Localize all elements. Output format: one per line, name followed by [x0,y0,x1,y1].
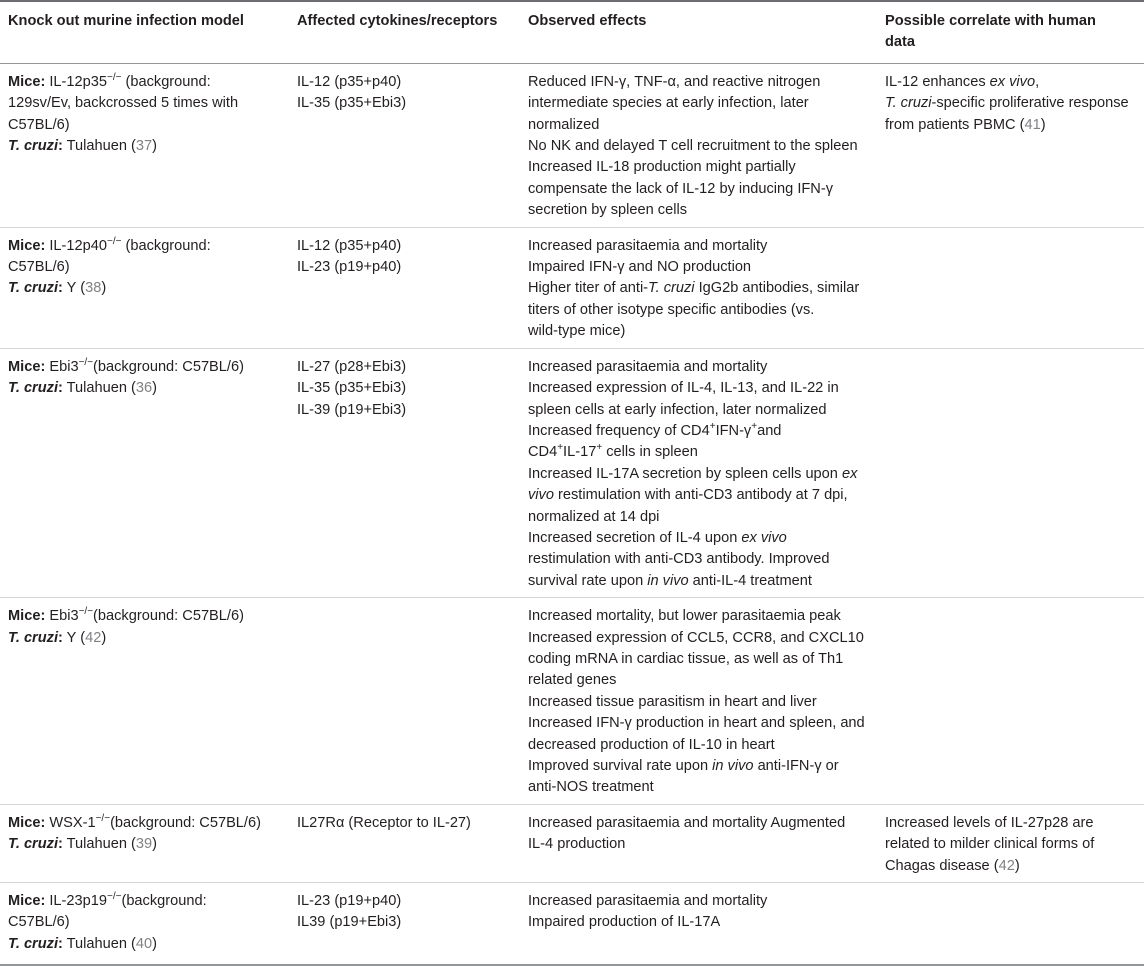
cell-cytokines-line: IL-27 (p28+Ebi3) [297,358,407,375]
cell-model [0,804,289,882]
cell-effects [520,348,877,597]
cell-effects-line: CD4+IL-17+ cells in spleen [528,442,698,461]
table-row [0,883,1144,966]
cell-effects-line: titers of other isotype specific antibodies (vs. [528,301,815,318]
cell-human-correlate-line: related to milder clinical forms of [885,836,1095,853]
cell-effects-line: Increased parasitaemia and mortality [528,237,768,254]
cell-human-correlate [877,598,1144,805]
cell-effects-line: anti-NOS treatment [528,779,654,796]
cell-effects-line: normalized at 14 dpi [528,508,660,525]
cell-model-line: Mice: IL-12p35−/− (background: [8,71,211,90]
cell-effects-line: Increased expression of IL-4, IL-13, and IL-22 in [528,380,839,397]
cell-effects-line: Reduced IFN-γ, TNF-α, and reactive nitrogen [528,73,821,90]
cell-human-correlate-line: Chagas disease (42) [885,857,1020,874]
header-text-line: Observed effects [528,13,647,29]
cell-human-correlate [877,883,1144,966]
cell-human-correlate [877,804,1144,882]
cell-effects-line: survival rate upon in vivo anti-IL-4 treatment [528,572,812,589]
cell-model-line: Mice: IL-23p19−/−(background: [8,891,207,910]
cell-effects-line: compensate the lack of IL-12 by inducing IFN-γ [528,180,834,197]
cell-effects-line: normalized [528,116,600,133]
cell-cytokines [289,227,520,348]
cell-effects-line: vivo restimulation with anti-CD3 antibody at 7 dpi, [528,487,848,504]
header-cytokines [289,1,520,63]
cell-model-line: T. cruzi: Y (42) [8,629,107,646]
cell-human-correlate-line: T. cruzi-specific proliferative response [885,95,1129,112]
cell-effects-line: decreased production of IL-10 in heart [528,736,775,753]
cell-cytokines-line: IL-23 (p19+p40) [297,893,402,910]
cell-model-line: T. cruzi: Tulahuen (36) [8,380,158,397]
cell-effects-line: secretion by spleen cells [528,202,687,219]
cell-human-correlate [877,348,1144,597]
cell-cytokines [289,598,520,805]
cell-human-correlate [877,63,1144,227]
cell-model-line: T. cruzi: Tulahuen (37) [8,138,158,155]
cell-cytokines [289,63,520,227]
cell-model-line: Mice: IL-12p40−/− (background: [8,235,211,254]
cell-effects-line: Increased secretion of IL-4 upon ex vivo [528,529,787,546]
table-row [0,804,1144,882]
cell-model [0,598,289,805]
header-row [0,1,1144,63]
cell-model [0,63,289,227]
cell-effects-line: restimulation with anti-CD3 antibody. Improved [528,551,830,568]
header-text-line: data [885,34,916,51]
cell-model-line: Mice: Ebi3−/−(background: C57BL/6) [8,356,244,375]
cell-effects-line: Improved survival rate upon in vivo anti-IFN-γ or [528,758,839,774]
cell-model-line: Mice: WSX-1−/−(background: C57BL/6) [8,812,261,831]
cell-effects [520,598,877,805]
cell-effects-line: IL-4 production [528,836,626,853]
cell-effects-line: Increased parasitaemia and mortality [528,893,768,910]
cell-effects [520,804,877,882]
cell-model-line: C57BL/6) [8,116,70,133]
cell-cytokines-line: IL39 (p19+Ebi3) [297,914,402,931]
cell-effects-line: intermediate species at early infection, later [528,95,809,112]
cell-model-line: C57BL/6) [8,914,70,931]
cell-effects-line: Increased frequency of CD4+IFN-γ+and [528,420,782,439]
cell-human-correlate-line: IL-12 enhances ex vivo, [885,73,1040,90]
cell-effects-line: Increased IL-17A secretion by spleen cells upon ex [528,465,858,482]
header-text-line: Possible correlate with human [885,13,1096,29]
cell-model-line: 129sv/Ev, backcrossed 5 times with [8,95,239,112]
cell-cytokines-line: IL-12 (p35+p40) [297,237,402,254]
cell-human-correlate [877,227,1144,348]
cell-cytokines-line: IL-12 (p35+p40) [297,73,402,90]
cell-effects-line: related genes [528,672,617,689]
table-body [0,63,1144,965]
cell-model-line: C57BL/6) [8,259,70,276]
table-header [0,1,1144,63]
cell-cytokines-line: IL-35 (p35+Ebi3) [297,95,407,112]
cell-effects-line: Impaired IFN-γ and NO production [528,259,752,276]
table-row [0,348,1144,597]
header-text-line: Affected cytokines/receptors [297,13,498,29]
cell-effects-line: Increased parasitaemia and mortality Augmented [528,814,846,831]
cell-model-line: T. cruzi: Tulahuen (39) [8,836,158,853]
cell-effects [520,883,877,966]
cell-effects-line: Impaired production of IL-17A [528,914,721,931]
cell-effects [520,63,877,227]
cell-model-line: T. cruzi: Tulahuen (40) [8,935,158,952]
header-effects [520,1,877,63]
cell-model [0,883,289,966]
table-row [0,63,1144,227]
cell-cytokines [289,348,520,597]
cell-model [0,348,289,597]
cell-effects-line: Increased tissue parasitism in heart and liver [528,693,817,710]
cell-cytokines-line: IL-39 (p19+Ebi3) [297,401,407,418]
cell-cytokines [289,883,520,966]
cell-effects-line: Increased parasitaemia and mortality [528,358,768,375]
cell-effects-line: Increased expression of CCL5, CCR8, and CXCL10 [528,629,864,646]
header-human [877,1,1144,63]
cell-human-correlate-line: Increased levels of IL-27p28 are [885,814,1094,831]
cell-cytokines-line: IL27Rα (Receptor to IL-27) [297,814,471,831]
cell-effects-line: Increased IL-18 production might partially [528,159,796,176]
cell-effects-line: Increased mortality, but lower parasitaemia peak [528,608,841,625]
header-model [0,1,289,63]
cell-effects-line: No NK and delayed T cell recruitment to the spleen [528,138,858,155]
cell-effects-line: spleen cells at early infection, later normalized [528,401,827,418]
table-row [0,598,1144,805]
cell-cytokines-line: IL-23 (p19+p40) [297,259,402,276]
table-row [0,227,1144,348]
cell-model-line: T. cruzi: Y (38) [8,280,107,297]
cell-cytokines-line: IL-35 (p35+Ebi3) [297,380,407,397]
cell-effects [520,227,877,348]
header-text-line: Knock out murine infection model [8,13,244,29]
cell-effects-line: wild-type mice) [528,323,626,340]
cell-effects-line: coding mRNA in cardiac tissue, as well as of Th1 [528,650,844,667]
cell-human-correlate-line: from patients PBMC (41) [885,116,1046,133]
cell-effects-line: Increased IFN-γ production in heart and spleen, and [528,715,865,732]
cell-effects-line: Higher titer of anti-T. cruzi IgG2b antibodies, similar [528,280,860,297]
cell-cytokines [289,804,520,882]
cell-model [0,227,289,348]
cell-model-line: Mice: Ebi3−/−(background: C57BL/6) [8,606,244,625]
